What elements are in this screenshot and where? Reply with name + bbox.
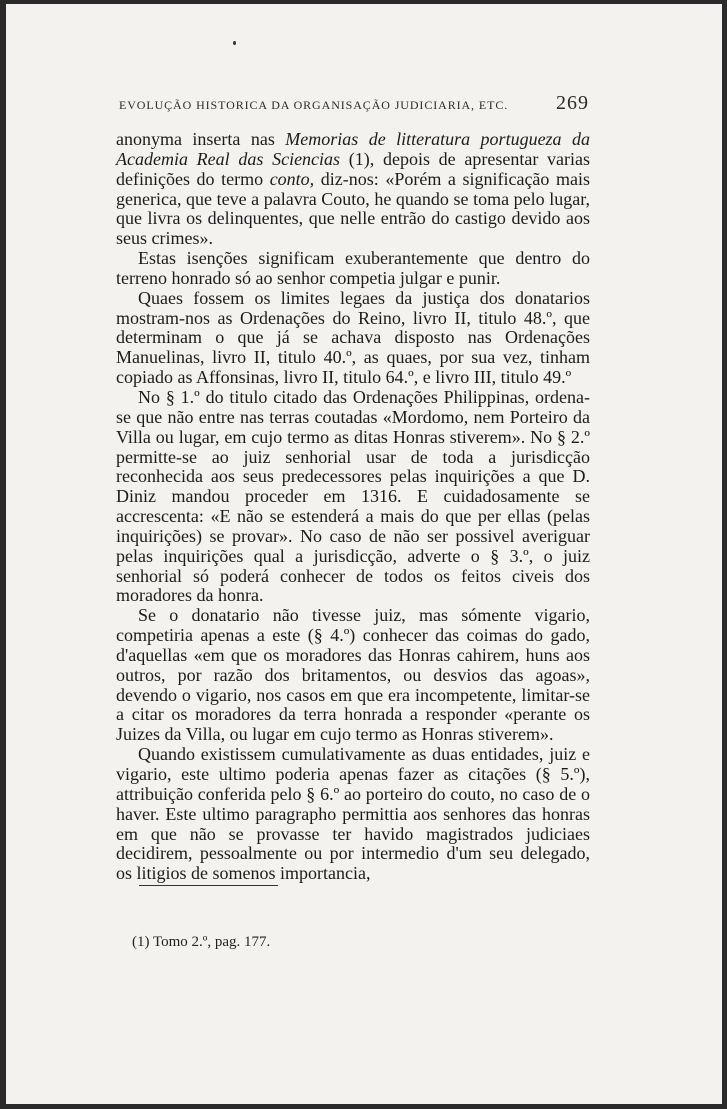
body-text bbox=[116, 130, 590, 884]
running-head bbox=[119, 92, 589, 115]
text-run: diz-nos: «Porém a significação mais generica, que teve a palavra Couto, he quando se toma pelo lugar, que livra os delinquentes, que nelle entrão do castigo devido aos seus crimes». bbox=[116, 168, 590, 249]
text-run: anonyma inserta nas bbox=[116, 129, 286, 149]
italic-text: conto, bbox=[269, 168, 315, 189]
paragraph bbox=[116, 249, 590, 289]
paragraph bbox=[116, 745, 590, 884]
running-title: EVOLUÇÃO HISTORICA DA ORGANISAÇÃO JUDICIARIA, ETC. bbox=[119, 98, 509, 112]
text-run: Quando existissem cumulativamente as duas entidades, juiz e vigario, este ultimo poderia apenas fazer as citações (§ 5.º), attribuição conferida pelo § 6.º ao porteiro do couto, no caso de o haver. Este ultimo paragrapho permittia aos senhores das honras em que não se provasse ter havido magistrados judiciaes decidirem, pessoalmente ou por intermedio d'um seu delegado, os litigios de somenos importancia, bbox=[116, 744, 590, 884]
ink-speck bbox=[233, 41, 236, 45]
text-run: Se o donatario não tivesse juiz, mas sómente vigario, competiria apenas a este (§ 4.º) conhecer das coimas do gado, d'aquellas «em que os moradores das Honras cahirem, huns aos outros, por razão dos britamentos, ou desvios das agoas», devendo o vigario, nos casos em que era incompetente, limitar-se a citar os moradores da terra honrada a responder «perante os Juizes da Villa, ou lugar em cujo termo as Honras stiverem». bbox=[116, 605, 590, 745]
text-run: No § 1.º do titulo citado das Ordenações Philippinas, ordena-se que não entre nas terras coutadas «Mordomo, nem Porteiro da Villa ou lugar, em cujo termo as ditas Honras stiverem». No § 2.º permitte-se ao juiz senhorial usar de toda a jurisdicção reconhecida aos seus predecessores pelas inquirições a que D. Diniz mandou proceder em 1316. E cuidadosamente se accrescenta: «E não se estenderá a mais do que per ellas (pelas inquirições) se provar». No caso de não ser possivel averiguar pelas inquirições qual a jurisdicção, adverte o § 3.º, o juiz senhorial só poderá conhecer de todos os feitos civeis dos moradores da honra. bbox=[116, 386, 590, 606]
footnote: (1) Tomo 2.º, pag. 177. bbox=[132, 934, 271, 950]
italic-text: Memorias de litteratura portugueza da Academia Real das Sciencias bbox=[116, 129, 590, 169]
paragraph bbox=[116, 388, 590, 606]
paragraph bbox=[116, 130, 590, 249]
page-number: 269 bbox=[556, 92, 589, 114]
book-page bbox=[6, 4, 722, 1104]
footnote-rule bbox=[139, 885, 278, 886]
text-run: Quaes fossem os limites legaes da justiça dos donatarios mostram-nos as Ordenações do Reino, livro II, titulo 48.º, que determinam o que já se achava disposto nas Ordenações Manuelinas, livro II, titulo 40.º, as quaes, por sua vez, tinham copiado as Affonsinas, livro II, titulo 64.º, e livro III, titulo 49.º bbox=[116, 287, 590, 388]
text-run: (1), depois de apresentar varias definições do termo bbox=[116, 148, 590, 189]
paragraph bbox=[116, 606, 590, 745]
text-run: Estas isenções significam exuberantemente que dentro do terreno honrado só ao senhor competia julgar e punir. bbox=[116, 248, 590, 288]
paragraph bbox=[116, 289, 590, 388]
